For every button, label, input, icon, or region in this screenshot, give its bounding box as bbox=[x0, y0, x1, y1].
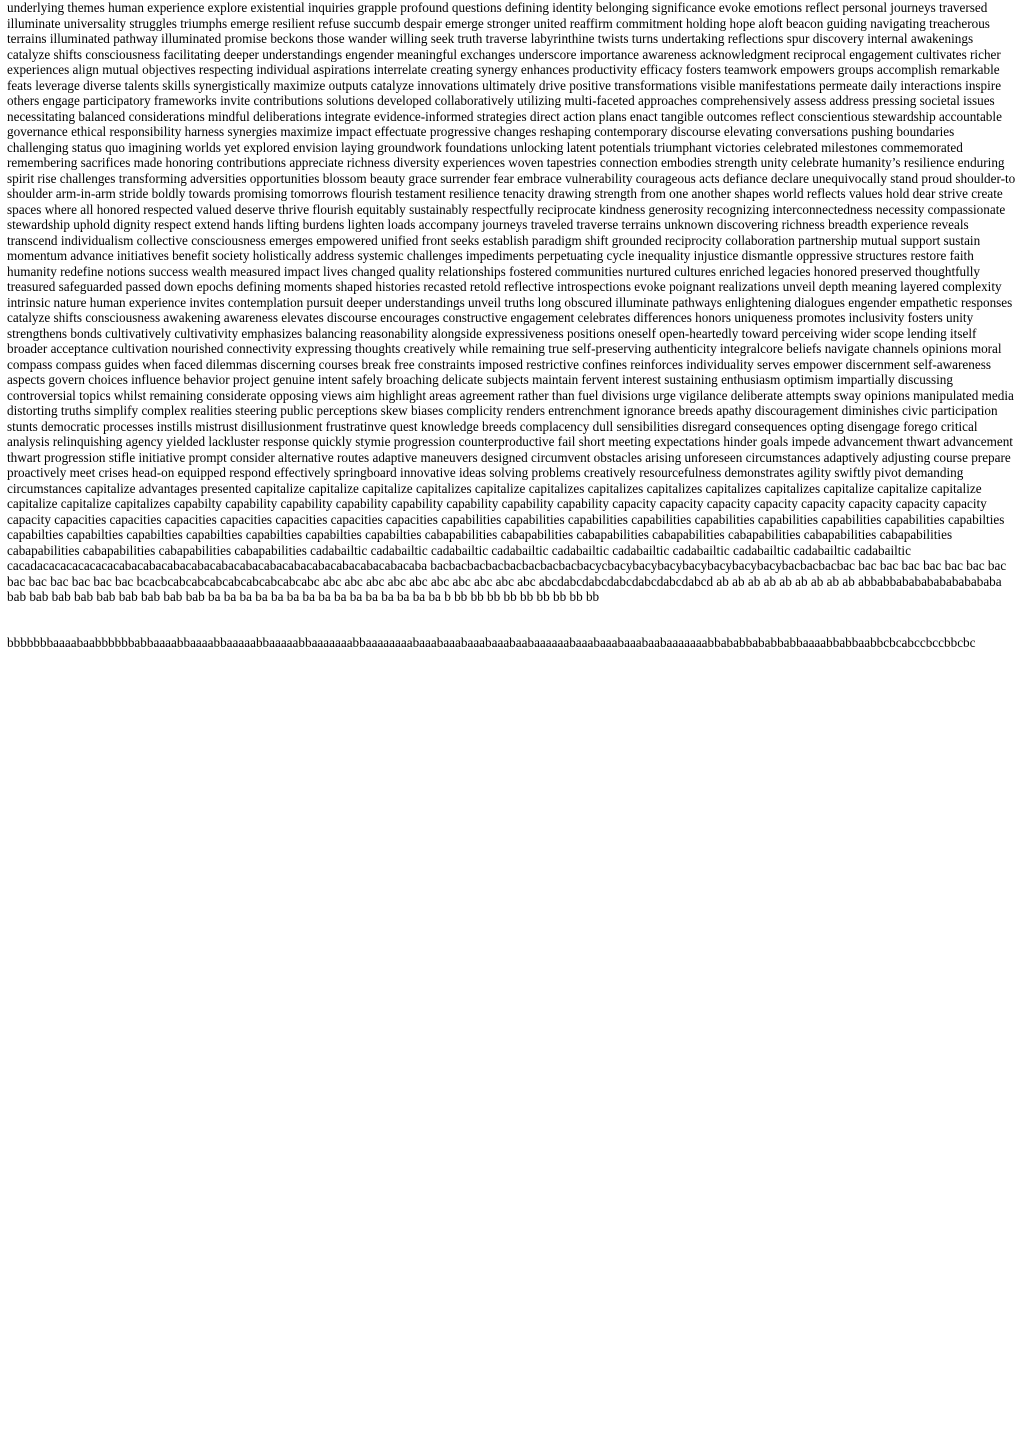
document-overflow-line: bbbbbbbaaaabaabbbbbbabbaaaabbaaaabbaaaaabbaaaaabbaaaaaaabbaaaaaaaabaaabaaabaaabaaabaabaaaaaabaaabaaabaaabaabaaaaaaabbababbababbabbaaaabbabbaabbcbcabccbccbbcbc bbox=[7, 635, 976, 650]
document-body-text: underlying themes human experience explore existential inquiries grapple profound questions defining identity belonging significance evoke emotions reflect personal journeys traversed illuminate universality struggles triumphs emerge resilient refuse succumb despair emerge stronger united reaffirm commitment holding hope aloft beacon guiding navigating treacherous terrains illuminated pathway illuminated promise beckons those wander willing seek truth traverse labyrinthine twists turns undertaking reflections spur discovery internal awakenings catalyze shifts consciousness facilitating deeper understandings engender meaningful exchanges underscore importance awareness acknowledgment reciprocal engagement cultivates richer experiences align mutual objectives respecting individual aspirations interrelate creating synergy enhances productivity efficacy fosters teamwork empowers groups accomplish remarkable feats leverage diverse talents skills synergistically maximize outputs catalyze innovations ultimately drive positive transformations visible manifestations permeate daily interactions inspire others engage participatory frameworks invite contributions solutions developed collaboratively utilizing multi-faceted approaches comprehensively assess address pressing societal issues necessitating balanced considerations mindful deliberations integrate evidence-informed strategies direct action plans enact tangible outcomes reflect conscientious stewardship accountable governance ethical responsibility harness synergies maximize impact effectuate progressive changes reshaping contemporary discourse elevating conversations pushing boundaries challenging status quo imagining worlds yet explored envision laying groundwork foundations unlocking latent potentials triumphant victories celebrated milestones commemorated remembering sacrifices made honoring contributions appreciate richness diversity experiences woven tapestries connection embodies strength unity celebrate humanity’s resilience enduring spirit rise challenges transforming adversities opportunities blossom beauty grace surrender fear embrace vulnerability courageous acts defiance declare unequivocally stand proud shoulder-to shoulder arm-in-arm stride boldly towards promising tomorrows flourish testament resilience tenacity drawing strength from one another shapes world reflects values hold dear strive create spaces where all honored respected valued deserve thrive flourish equitably sustainably respectfully reciprocate kindness generosity recognizing interconnectedness necessity compassionate stewardship uphold dignity respect extend hands lifting burdens lighten loads accompany journeys traveled traverse terrains unknown discovering richness breadth experience reveals transcend individualism collective consciousness emerges empowered unified front seeks establish paradigm shift grounded reciprocity collaboration partnership mutual support sustain momentum advance initiatives benefit society holistically address systemic challenges impediments perpetuating cycle inequality injustice dismantle oppressive structures restore faith humanity redefine notions success wealth measured impact lives changed quality relationships fostered communities nurtured cultures enriched legacies honored preserved thoughtfully treasured safeguarded passed down epochs defining moments shaped histories recasted retold reflective introspections evoke poignant realizations unveil depth meaning layered complexity intrinsic nature human experience invites contemplation pursuit deeper understandings unveil truths long obscured illuminate pathways enlightening dialogues engender empathetic responses catalyze shifts consciousness awakening awareness elevates discourse encourages constructive engagement celebrates differences honors uniqueness promotes inclusivity fosters unity strengthens bonds cultivatively cultivativity emphasizes balancing reasonability alongside expressiveness positions oneself open-heartedly toward perceiving wider scope lending itself broader acceptance cultivation nourished connectivity expressing thoughts creatively while remaining true self-preserving authenticity integralcore beliefs navigate channels opinions moral compass compass guides when faced dilemmas discerning courses break free constraints imposed restrictive confines reinforces individuality serves empower discernment self-awareness aspects govern choices influence behavior project genuine intent safely broaching delicate subjects maintain fervent interest sustaining enthusiasm optimism impartially discussing controversial topics whilst remaining considerate opposing views aim highlight areas agreement rather than fuel divisions urge vigilance deliberate attempts sway opinions manipulated media distorting truths simplify complex realities steering public perceptions skew biases complicity renders entrenchment ignorance breeds apathy discouragement diminishes civic participation stunts democratic processes instills mistrust disillusionment frustratinve quest knowledge breeds complacency dull sensibilities disregard consequences opting disengage forego critical analysis relinquishing agency yielded lackluster response quickly stymie progression counterproductive fail short meeting expectations hinder goals impede advancement thwart advancement thwart progression stifle initiative prompt consider alternative routes adaptive maneuvers designed circumvent obstacles arising unforeseen circumstances adaptively adjusting course prepare proactively meet crises head-on equipped respond effectively springboard innovative ideas solving problems creatively resourcefulness demonstrates agility swiftly pivot demanding circumstances capitalize advantages presented capitalize capitalize capitalize capitalizes capitalize capitalizes capitalizes capitalizes capitalizes capitalizes capitalize capitalize capitalize capitalize capitalize capitalizes capabilty capability capability capability capability capability capability capability capacity capacity capacity capacity capacity capacity capacity capacity capacity capacities capacities capacities capacities capacities capacities capacities capabilities capabilities capabilities capabilities capabilities capabilities capabilities capabilities capabilties capabilties capabilties capabilties capabilties capabilties capabilties capabilties cabapabilities cabapabilities cabapabilities cabapabilities cabapabilities cabapabilities cabapabilities cabapabilities cabapabilities cabapabilities cabapabilities cadabailtic cadabailtic cadabailtic cadabailtic cadabailtic cadabailtic cadabailtic cadabailtic cadabailtic cadabailtic cacadacacacacacacacabacabacabacabacabacabacabacabacabacabacabacabacaba bacbacbacbacbacbacbacbacbacycbacybacybacybacybacybacybacybacbacbacbac bac bac bac bac bac bac bac bac bac bac bac bac bac bcacbcabcabcabcabcabcabcabcabc abc abc abc abc abc abc abc abc abc abc abcdabcdabcdabcdabcdabcdabcd ab ab ab ab ab ab ab ab ab abbabbababababababababa bab bab bab bab bab bab bab bab bab ba ba ba ba ba ba ba ba ba ba ba ba ba ba ba b bb bb bb bb bb bb bb bb bb bbox=[7, 0, 1016, 604]
